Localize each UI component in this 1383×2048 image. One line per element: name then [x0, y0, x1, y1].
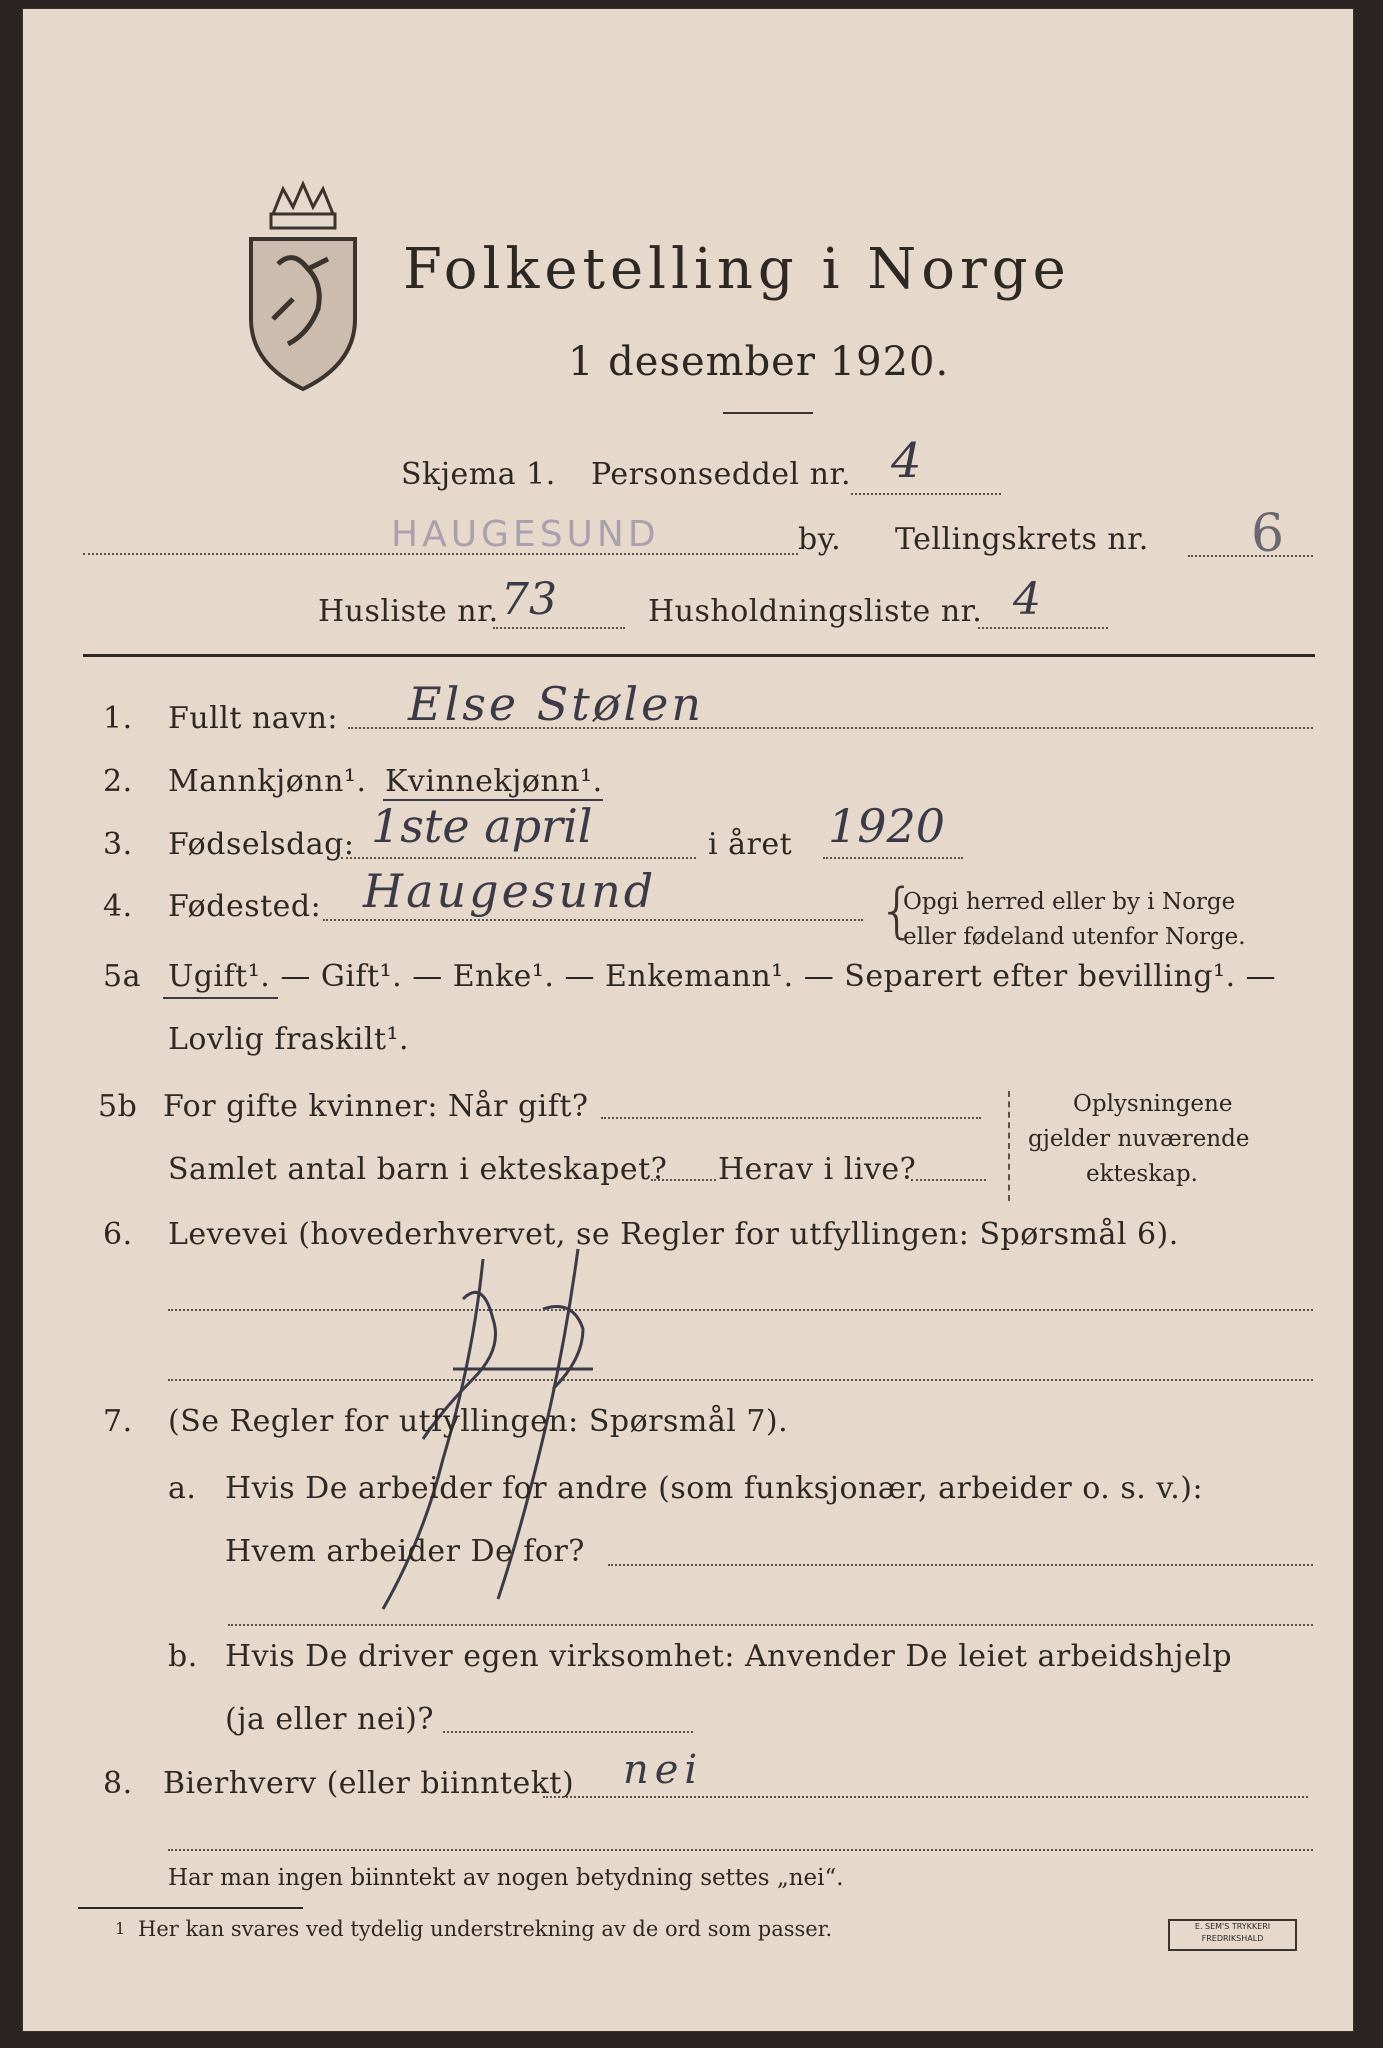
q5b-note-line3: ekteskap. [1086, 1161, 1198, 1187]
q7a-letter: a. [168, 1471, 197, 1506]
header-divider [83, 654, 1315, 657]
q4-number: 4. [103, 889, 133, 924]
form-title: Folketelling i Norge [403, 237, 1071, 302]
schema-label: Skjema 1. [401, 457, 556, 492]
q7-label: (Se Regler for utfyllingen: Spørsmål 7). [168, 1404, 789, 1439]
birthplace-note-line2: eller fødeland utenfor Norge. [903, 924, 1246, 950]
q7a-text: Hvis De arbeider for andre (som funksjonær, arbeider o. s. v.): [225, 1471, 1204, 1506]
title-rule [723, 412, 813, 414]
hired-help-field[interactable] [443, 1731, 693, 1733]
marital-status-options[interactable]: Ugift¹. — Gift¹. — Enke¹. — Enkemann¹. — Separert efter bevilling¹. — [168, 959, 1277, 994]
household-list-field[interactable] [978, 627, 1108, 629]
q5b-number: 5b [98, 1089, 138, 1124]
city-stamp: HAUGESUND [391, 514, 660, 555]
house-list-value: 73 [501, 574, 557, 625]
side-income-value: nei [623, 1747, 704, 1793]
children-count-field[interactable] [651, 1179, 716, 1181]
q3-number: 3. [103, 827, 133, 862]
q7b-yesno-label: (ja eller nei)? [225, 1702, 434, 1737]
q5b-divider [1008, 1091, 1010, 1201]
q8-number: 8. [103, 1766, 133, 1801]
footnote-marker: 1 [115, 1919, 126, 1938]
house-list-label: Husliste nr. [318, 594, 499, 629]
q6-label: Levevei (hovederhvervet, se Regler for utfyllingen: Spørsmål 6). [168, 1217, 1179, 1252]
person-slip-field[interactable] [851, 493, 1001, 495]
birthplace-brace: { [878, 876, 917, 946]
q5a-number: 5a [103, 959, 141, 994]
footnote-text: Her kan svares ved tydelig understrekning av de ord som passer. [138, 1917, 833, 1941]
enumeration-district-label: Tellingskrets nr. [895, 522, 1149, 557]
birth-year-value: 1920 [828, 799, 946, 853]
q7b-text: Hvis De driver egen virksomhet: Anvender De leiet arbeidshjelp [225, 1639, 1233, 1674]
birthplace-field[interactable] [323, 919, 863, 921]
children-alive-field[interactable] [911, 1179, 986, 1181]
birth-date-value: 1ste april [371, 799, 593, 853]
q3-label: Fødselsdag: [168, 827, 355, 862]
employer-field-line2[interactable] [228, 1624, 1313, 1626]
q7-number: 7. [103, 1404, 133, 1439]
printer-mark-line1: E. SEM'S TRYKKERI [1194, 1922, 1271, 1931]
person-slip-label: Personseddel nr. [591, 457, 852, 492]
q5b-note-line2: gjelder nuværende [1028, 1126, 1250, 1152]
birth-year-label: i året [708, 827, 793, 862]
side-income-field-line2[interactable] [168, 1849, 1313, 1851]
census-form [22, 8, 1354, 2032]
unmarried-underline [163, 997, 278, 999]
enumeration-district-value: 6 [1251, 504, 1285, 564]
household-list-value: 4 [1013, 574, 1041, 625]
house-list-field[interactable] [493, 627, 625, 629]
birthplace-note-line1: Opgi herred eller by i Norge [903, 889, 1236, 915]
side-income-field-line1[interactable] [543, 1796, 1308, 1798]
q5b-alive-label: Herav i live? [718, 1152, 917, 1187]
sex-option-female[interactable]: Kvinnekjønn¹. [385, 764, 603, 799]
q4-label: Fødested: [168, 889, 322, 924]
coat-of-arms-emblem [233, 179, 373, 394]
q1-number: 1. [103, 701, 133, 736]
city-suffix: by. [798, 522, 842, 557]
q5b-when-married-label: For gifte kvinner: Når gift? [163, 1089, 589, 1124]
printer-mark-line2: FREDRIKSHALD [1201, 1934, 1264, 1943]
census-date: 1 desember 1920. [568, 339, 950, 385]
footnote-rule [78, 1907, 303, 1909]
q6-number: 6. [103, 1217, 133, 1252]
birth-date-field[interactable] [341, 857, 696, 859]
person-slip-value: 4 [891, 433, 922, 489]
birth-year-field[interactable] [823, 857, 963, 859]
q8-label: Bierhverv (eller biinntekt) [163, 1766, 575, 1801]
q5b-children-label: Samlet antal barn i ekteskapet? [168, 1152, 668, 1187]
sex-option-male[interactable]: Mannkjønn¹. [168, 764, 367, 799]
q2-number: 2. [103, 764, 133, 799]
marital-status-options-line2[interactable]: Lovlig fraskilt¹. [168, 1022, 410, 1057]
employer-field-line1[interactable] [608, 1564, 1313, 1566]
full-name-value: Else Stølen [408, 677, 704, 731]
household-list-label: Husholdningsliste nr. [648, 594, 983, 629]
q7a-employer-label: Hvem arbeider De for? [225, 1534, 585, 1569]
q5b-note-line1: Oplysningene [1073, 1091, 1233, 1117]
birthplace-value: Haugesund [363, 864, 657, 918]
side-income-note: Har man ingen biinntekt av nogen betydning settes „nei“. [168, 1865, 844, 1891]
when-married-field[interactable] [601, 1117, 981, 1119]
q7b-letter: b. [168, 1639, 198, 1674]
printer-mark [1168, 1919, 1297, 1951]
q1-label: Fullt navn: [168, 701, 339, 736]
